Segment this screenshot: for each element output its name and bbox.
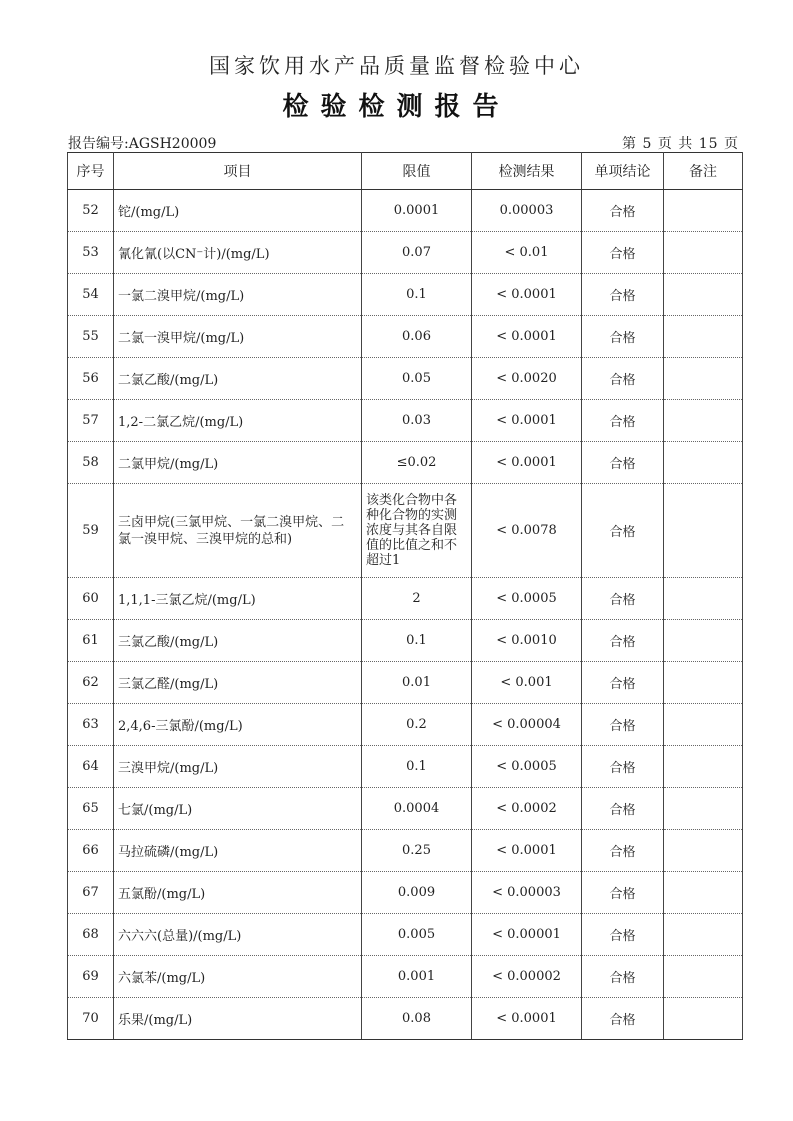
row-number: 67 <box>68 872 114 914</box>
table-row <box>68 232 743 274</box>
row-item: 1,2-二氯乙烷/(mg/L) <box>114 400 362 442</box>
row-result: < 0.0001 <box>472 316 582 358</box>
table-row <box>68 190 743 232</box>
report-number: 报告编号:AGSH20009 <box>68 136 217 152</box>
row-item: 五氯酚/(mg/L) <box>114 872 362 914</box>
table-row <box>68 484 743 578</box>
row-limit: 0.005 <box>362 914 472 956</box>
row-limit: 0.0001 <box>362 190 472 232</box>
row-number: 61 <box>68 620 114 662</box>
row-result: < 0.0010 <box>472 620 582 662</box>
row-number: 63 <box>68 704 114 746</box>
row-number: 68 <box>68 914 114 956</box>
column-header-item: 项目 <box>114 153 362 190</box>
row-conclusion: 合格 <box>582 484 664 578</box>
row-number: 64 <box>68 746 114 788</box>
results-table <box>67 152 743 1040</box>
row-remark <box>664 620 743 662</box>
row-number: 55 <box>68 316 114 358</box>
row-conclusion: 合格 <box>582 232 664 274</box>
column-header-conclusion: 单项结论 <box>582 153 664 190</box>
row-limit: 该类化合物中各种化合物的实测浓度与其各自限值的比值之和不超过1 <box>362 484 472 578</box>
row-item: 二氯甲烷/(mg/L) <box>114 442 362 484</box>
row-limit: 0.1 <box>362 274 472 316</box>
row-item: 三溴甲烷/(mg/L) <box>114 746 362 788</box>
row-number: 54 <box>68 274 114 316</box>
row-conclusion: 合格 <box>582 998 664 1040</box>
row-item: 乐果/(mg/L) <box>114 998 362 1040</box>
row-result: < 0.0001 <box>472 830 582 872</box>
row-conclusion: 合格 <box>582 872 664 914</box>
column-header-result: 检测结果 <box>472 153 582 190</box>
row-limit: 0.1 <box>362 620 472 662</box>
row-result: < 0.01 <box>472 232 582 274</box>
row-result: < 0.001 <box>472 662 582 704</box>
table-row <box>68 746 743 788</box>
row-item: 氰化氰(以CN⁻计)/(mg/L) <box>114 232 362 274</box>
row-result: < 0.00002 <box>472 956 582 998</box>
row-result: < 0.00003 <box>472 872 582 914</box>
row-remark <box>664 662 743 704</box>
column-header-no: 序号 <box>68 153 114 190</box>
row-conclusion: 合格 <box>582 358 664 400</box>
page-info: 第 5 页 共 15 页 <box>622 136 739 152</box>
row-remark <box>664 914 743 956</box>
row-number: 56 <box>68 358 114 400</box>
row-remark <box>664 704 743 746</box>
row-conclusion: 合格 <box>582 746 664 788</box>
row-item: 六六六(总量)/(mg/L) <box>114 914 362 956</box>
row-remark <box>664 232 743 274</box>
row-conclusion: 合格 <box>582 704 664 746</box>
table-row <box>68 914 743 956</box>
row-limit: 0.0004 <box>362 788 472 830</box>
row-item: 1,1,1-三氯乙烷/(mg/L) <box>114 578 362 620</box>
row-limit: 0.08 <box>362 998 472 1040</box>
row-limit: 0.009 <box>362 872 472 914</box>
table-row <box>68 442 743 484</box>
row-conclusion: 合格 <box>582 956 664 998</box>
row-remark <box>664 872 743 914</box>
column-header-remark: 备注 <box>664 153 743 190</box>
row-number: 69 <box>68 956 114 998</box>
row-item: 铊/(mg/L) <box>114 190 362 232</box>
row-remark <box>664 190 743 232</box>
row-remark <box>664 998 743 1040</box>
row-remark <box>664 316 743 358</box>
row-remark <box>664 400 743 442</box>
row-result: < 0.0078 <box>472 484 582 578</box>
row-limit: 0.07 <box>362 232 472 274</box>
row-result: < 0.0020 <box>472 358 582 400</box>
column-header-limit: 限值 <box>362 153 472 190</box>
row-result: < 0.0002 <box>472 788 582 830</box>
row-conclusion: 合格 <box>582 400 664 442</box>
table-row <box>68 998 743 1040</box>
row-conclusion: 合格 <box>582 316 664 358</box>
row-remark <box>664 788 743 830</box>
row-number: 57 <box>68 400 114 442</box>
row-limit: 0.05 <box>362 358 472 400</box>
row-item: 六氯苯/(mg/L) <box>114 956 362 998</box>
row-limit: ≤0.02 <box>362 442 472 484</box>
row-limit: 0.06 <box>362 316 472 358</box>
table-row <box>68 872 743 914</box>
row-limit: 0.1 <box>362 746 472 788</box>
row-limit: 0.2 <box>362 704 472 746</box>
row-conclusion: 合格 <box>582 442 664 484</box>
row-result: < 0.0001 <box>472 274 582 316</box>
row-remark <box>664 484 743 578</box>
table-row <box>68 316 743 358</box>
row-remark <box>664 358 743 400</box>
row-item: 二氯乙酸/(mg/L) <box>114 358 362 400</box>
row-item: 二氯一溴甲烷/(mg/L) <box>114 316 362 358</box>
row-remark <box>664 442 743 484</box>
row-result: < 0.0001 <box>472 998 582 1040</box>
row-number: 52 <box>68 190 114 232</box>
table-row <box>68 788 743 830</box>
row-result: < 0.0001 <box>472 400 582 442</box>
row-number: 62 <box>68 662 114 704</box>
row-number: 70 <box>68 998 114 1040</box>
row-remark <box>664 956 743 998</box>
row-item: 2,4,6-三氯酚/(mg/L) <box>114 704 362 746</box>
row-conclusion: 合格 <box>582 190 664 232</box>
table-row <box>68 400 743 442</box>
row-number: 65 <box>68 788 114 830</box>
table-row <box>68 274 743 316</box>
row-remark <box>664 578 743 620</box>
row-item: 三卤甲烷(三氯甲烷、一氯二溴甲烷、二氯一溴甲烷、三溴甲烷的总和) <box>114 484 362 578</box>
row-result: 0.00003 <box>472 190 582 232</box>
table-row <box>68 704 743 746</box>
row-number: 59 <box>68 484 114 578</box>
organization-name: 国家饮用水产品质量监督检验中心 <box>209 54 584 78</box>
row-conclusion: 合格 <box>582 274 664 316</box>
report-title: 检验检测报告 <box>282 92 511 122</box>
row-number: 60 <box>68 578 114 620</box>
row-item: 三氯乙酸/(mg/L) <box>114 620 362 662</box>
row-item: 三氯乙醛/(mg/L) <box>114 662 362 704</box>
row-remark <box>664 830 743 872</box>
row-conclusion: 合格 <box>582 620 664 662</box>
table-row <box>68 830 743 872</box>
row-conclusion: 合格 <box>582 578 664 620</box>
row-number: 66 <box>68 830 114 872</box>
row-limit: 0.03 <box>362 400 472 442</box>
row-limit: 0.25 <box>362 830 472 872</box>
row-item: 一氯二溴甲烷/(mg/L) <box>114 274 362 316</box>
table-row <box>68 662 743 704</box>
row-result: < 0.0001 <box>472 442 582 484</box>
row-result: < 0.0005 <box>472 746 582 788</box>
row-limit: 0.01 <box>362 662 472 704</box>
row-item: 马拉硫磷/(mg/L) <box>114 830 362 872</box>
table-row <box>68 620 743 662</box>
report-meta <box>68 133 741 151</box>
row-remark <box>664 274 743 316</box>
row-result: < 0.00004 <box>472 704 582 746</box>
row-conclusion: 合格 <box>582 662 664 704</box>
table-row <box>68 956 743 998</box>
row-number: 58 <box>68 442 114 484</box>
row-number: 53 <box>68 232 114 274</box>
row-item: 七氯/(mg/L) <box>114 788 362 830</box>
table-row <box>68 578 743 620</box>
row-result: < 0.0005 <box>472 578 582 620</box>
table-header-row <box>68 153 743 190</box>
row-remark <box>664 746 743 788</box>
row-conclusion: 合格 <box>582 788 664 830</box>
row-conclusion: 合格 <box>582 830 664 872</box>
table-row <box>68 358 743 400</box>
row-conclusion: 合格 <box>582 914 664 956</box>
row-result: < 0.00001 <box>472 914 582 956</box>
row-limit: 0.001 <box>362 956 472 998</box>
row-limit: 2 <box>362 578 472 620</box>
